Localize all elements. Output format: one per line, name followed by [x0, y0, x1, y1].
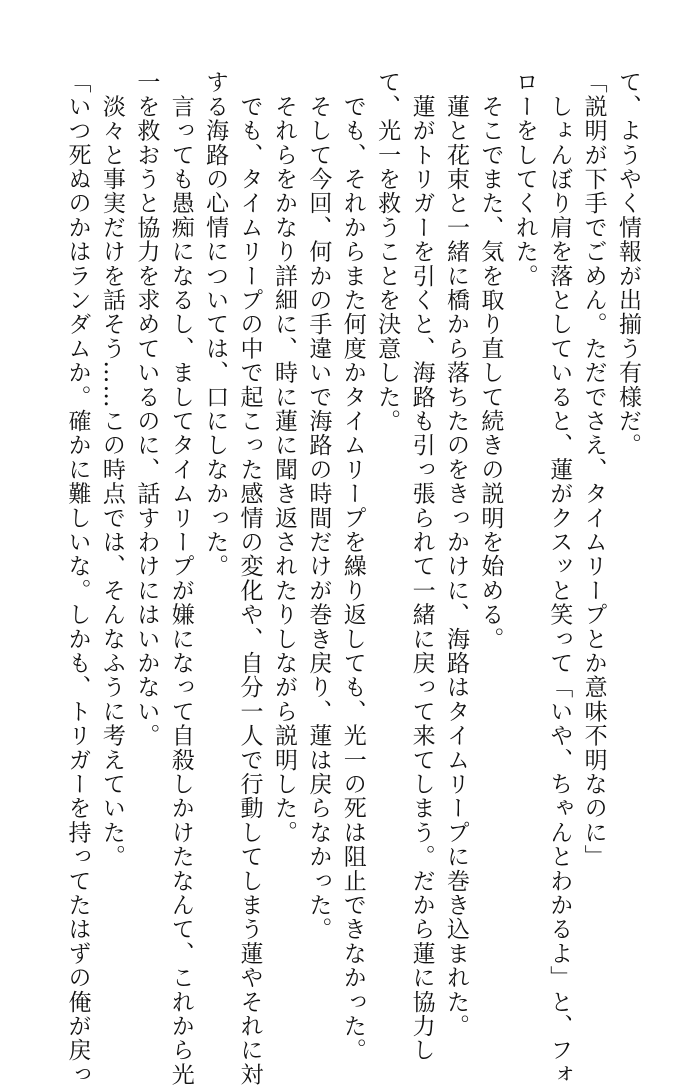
text-column: それらをかなり詳細に、時に蓮に聞き返されたりしながら説明した。	[270, 70, 297, 845]
text-column: しょんぼり肩を落としていると、蓮がクスッと笑って「いや、ちゃんとわかるよ」と、フォ	[546, 70, 573, 1086]
text-column: 「いつ死ぬのかはランダムか。確かに難しいな。しかも、トリガーを持ってたはずの俺が戻っ	[64, 70, 91, 1086]
vertical-text-body	[60, 70, 645, 1086]
text-column: 言っても愚痴になるし、ましてタイムリープが嫌になって自殺しかけたなんて、これから光	[167, 70, 194, 1086]
text-column: でも、タイムリープの中で起こった感情の変化や、自分一人で行動してしまう蓮やそれに対	[236, 70, 263, 1086]
text-column: 淡々と事実だけを話そう……この時点では、そんなふうに考えていた。	[98, 70, 125, 869]
text-column: て、光一を救うことを決意した。	[374, 70, 401, 433]
text-column: する海路の心情については、口にしなかった。	[202, 70, 229, 579]
text-column: 蓮と花束と一緒に橋から落ちたのをきっかけに、海路はタイムリープに巻き込まれた。	[442, 70, 469, 1038]
text-column: 蓮がトリガーを引くと、海路も引っ張られて一緒に戻って来てしまう。だから蓮に協力し	[408, 70, 435, 1063]
text-column: でも、それからまた何度かタイムリープを繰り返しても、光一の死は阻止できなかった。	[339, 70, 366, 1063]
text-column: 「説明が下手でごめん。ただでさえ、タイムリープとか意味不明なのに」	[580, 70, 607, 869]
text-column: ローをしてくれた。	[511, 70, 538, 288]
text-column: そこでまた、気を取り直して続きの説明を始める。	[477, 70, 504, 651]
text-column: そして今回、何かの手違いで海路の時間だけが巻き戻り、蓮は戻らなかった。	[305, 70, 332, 942]
text-column: て、ようやく情報が出揃う有様だ。	[615, 70, 641, 458]
text-column: 一を救おうと協力を求めているのに、話すわけにはいかない。	[133, 70, 160, 748]
